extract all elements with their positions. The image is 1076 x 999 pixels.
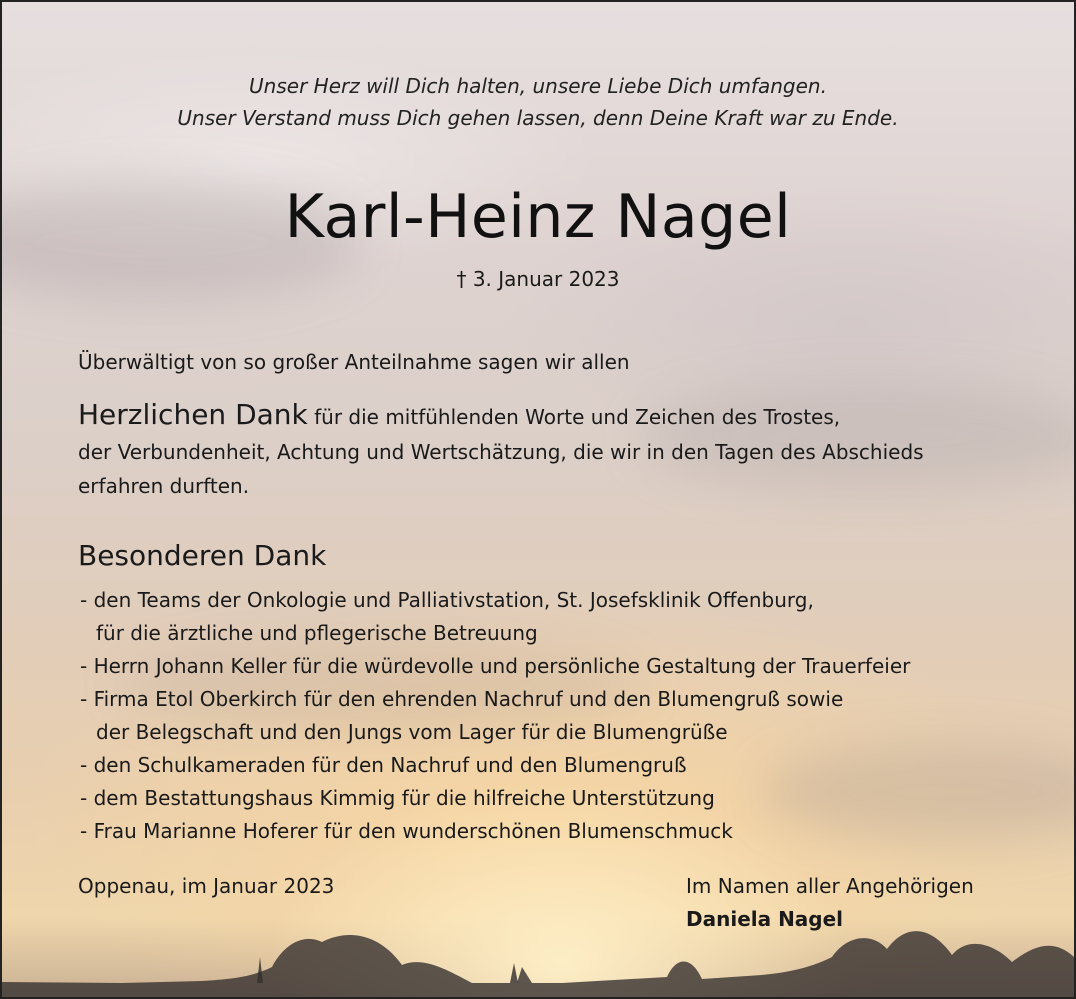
list-item: - Firma Etol Oberkirch für den ehrenden Nachruf und den Blumengruß sowie [80, 687, 844, 711]
thanks-line-2: der Verbundenheit, Achtung und Wertschätzung, die wir in den Tagen des Abschieds [78, 440, 924, 464]
deceased-name: Karl-Heinz Nagel [284, 182, 792, 252]
thanks-heading: Herzlichen Dank [78, 398, 308, 431]
thanks-line-3: erfahren durften. [78, 474, 250, 498]
list-item: - den Schulkameraden für den Nachruf und den Blumengruß [80, 753, 687, 777]
thanks-line-1-rest: für die mitfühlenden Worte und Zeichen des Trostes, [307, 405, 841, 429]
special-thanks-heading: Besonderen Dank [78, 539, 327, 572]
list-item-continuation: für die ärztliche und pflegerische Betreuung [96, 621, 538, 645]
thanks-line-1 [78, 398, 840, 431]
list-item: - dem Bestattungshaus Kimmig für die hilfreiche Unterstützung [80, 786, 715, 810]
intro-text: Überwältigt von so großer Anteilnahme sagen wir allen [78, 350, 630, 374]
list-item: - Herrn Johann Keller für die würdevolle und persönliche Gestaltung der Trauerfeier [80, 654, 911, 678]
quote-line-2: Unser Verstand muss Dich gehen lassen, denn Deine Kraft war zu Ende. [177, 106, 899, 130]
signer-name: Daniela Nagel [686, 907, 844, 931]
special-thanks-list [80, 584, 910, 848]
content [2, 2, 1074, 997]
death-date: † 3. Januar 2023 [456, 267, 620, 291]
quote-line-1: Unser Herz will Dich halten, unsere Liebe Dich umfangen. [249, 74, 827, 98]
place-date: Oppenau, im Januar 2023 [78, 874, 335, 898]
list-item: - den Teams der Onkologie und Palliativstation, St. Josefsklinik Offenburg, [80, 588, 814, 612]
list-item: - Frau Marianne Hoferer für den wunderschönen Blumenschmuck [80, 819, 733, 843]
list-item-continuation: der Belegschaft und den Jungs vom Lager für die Blumengrüße [96, 720, 728, 744]
on-behalf-text: Im Namen aller Angehörigen [686, 874, 974, 898]
